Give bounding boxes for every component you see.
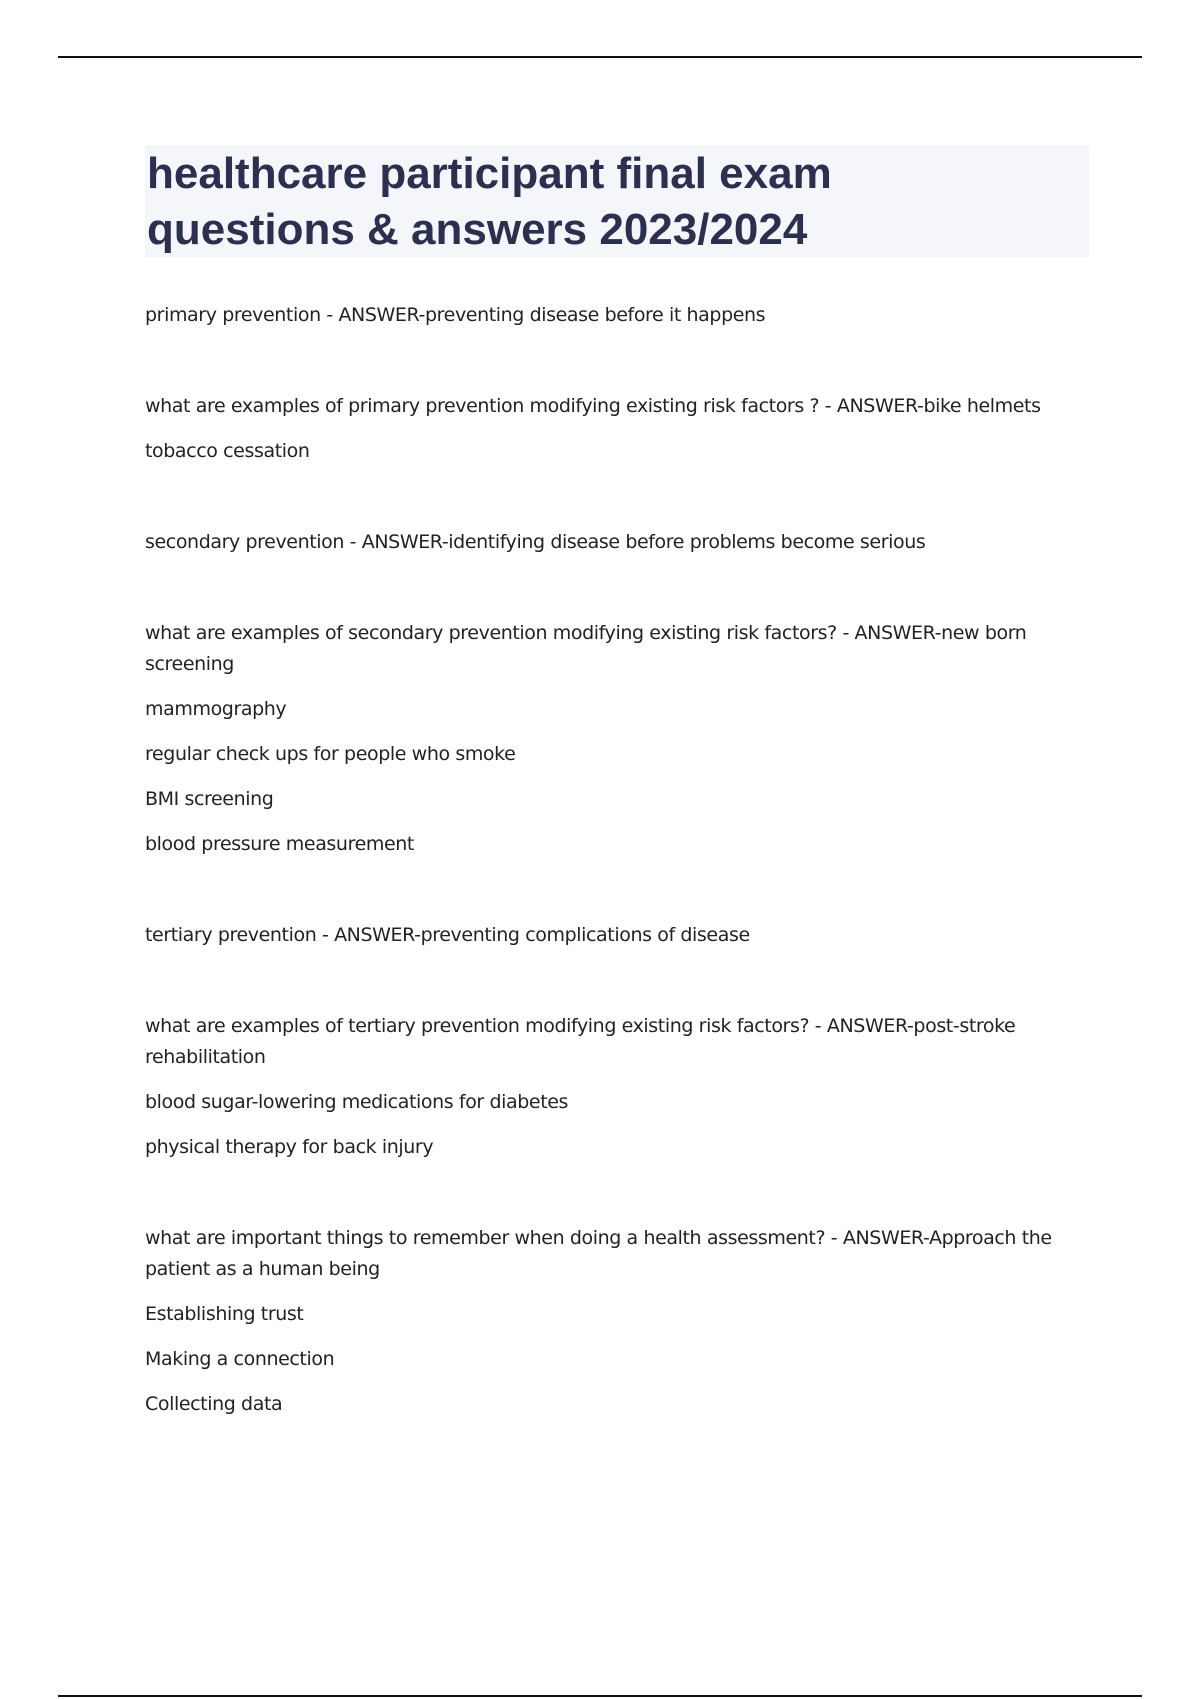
title-line-2: questions & answers 2023/2024 <box>147 205 808 254</box>
qa-line: primary prevention - ANSWER-preventing disease before it happens <box>145 304 766 326</box>
qa-line: BMI screening <box>145 788 274 810</box>
page-title <box>147 146 1087 258</box>
qa-line: what are examples of primary prevention modifying existing risk factors ? - ANSWER-bike helmets <box>145 395 1041 417</box>
footer-rule <box>58 1695 1142 1697</box>
qa-line: Collecting data <box>145 1393 283 1415</box>
qa-item-secondary-prevention <box>145 527 1065 558</box>
qa-line: blood pressure measurement <box>145 833 414 855</box>
qa-line: Establishing trust <box>145 1303 304 1325</box>
qa-line: tobacco cessation <box>145 440 310 462</box>
qa-line: regular check ups for people who smoke <box>145 743 516 765</box>
qa-item-secondary-examples <box>145 618 1065 860</box>
title-line-1: healthcare participant final exam <box>147 149 832 198</box>
qa-line: what are examples of secondary prevention modifying existing risk factors? - ANSWER-new born screening <box>145 622 1027 675</box>
qa-item-primary-prevention <box>145 300 1065 331</box>
qa-item-tertiary-prevention <box>145 920 1065 951</box>
qa-item-health-assessment <box>145 1223 1065 1420</box>
qa-line: blood sugar-lowering medications for diabetes <box>145 1091 569 1113</box>
header-rule <box>58 56 1142 58</box>
qa-item-tertiary-examples <box>145 1011 1065 1163</box>
qa-line: Making a connection <box>145 1348 335 1370</box>
qa-line: secondary prevention - ANSWER-identifying disease before problems become serious <box>145 531 926 553</box>
qa-line: mammography <box>145 698 287 720</box>
qa-line: physical therapy for back injury <box>145 1136 434 1158</box>
qa-line: tertiary prevention - ANSWER-preventing complications of disease <box>145 924 750 946</box>
qa-line: what are important things to remember when doing a health assessment? - ANSWER-Approach the patient as a human being <box>145 1227 1052 1280</box>
qa-item-primary-examples <box>145 391 1065 467</box>
qa-list <box>145 300 1065 1480</box>
qa-line: what are examples of tertiary prevention modifying existing risk factors? - ANSWER-post-stroke rehabilitation <box>145 1015 1016 1068</box>
